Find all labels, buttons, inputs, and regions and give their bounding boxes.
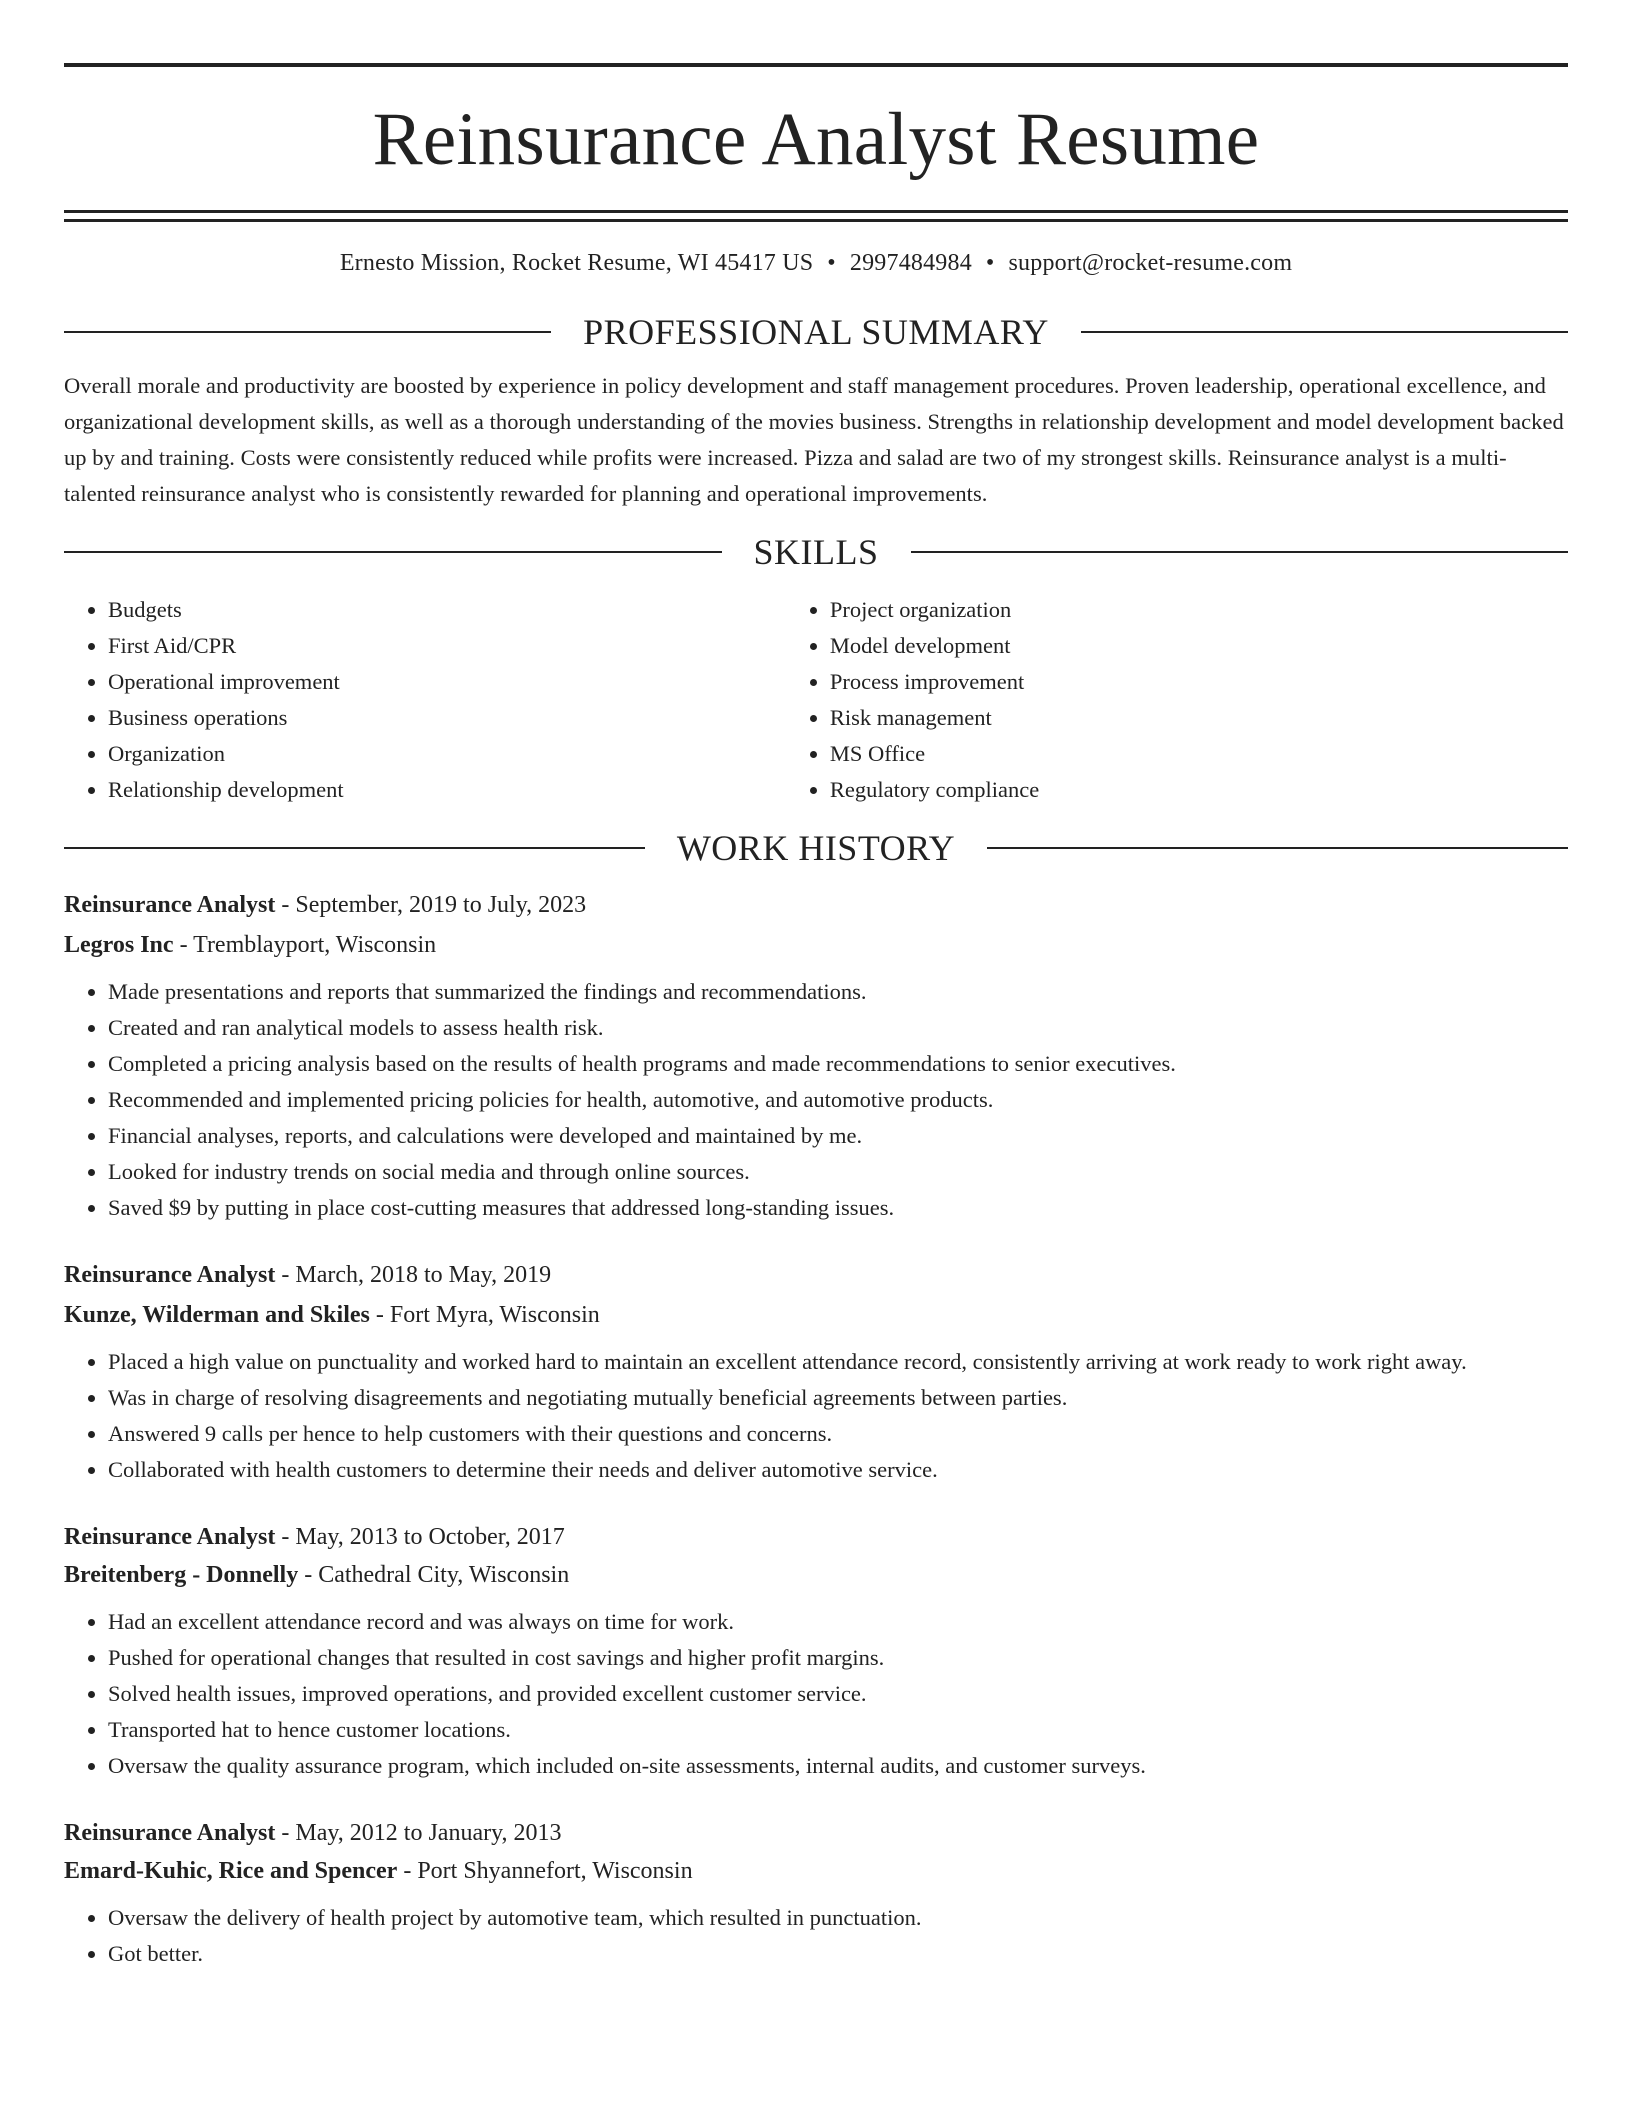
job-title-line: Reinsurance Analyst - May, 2012 to January, 2013 xyxy=(64,1820,562,1846)
job-title-line: Reinsurance Analyst - March, 2018 to May, 2019 xyxy=(64,1262,552,1288)
section-title: PROFESSIONAL SUMMARY xyxy=(583,312,1049,352)
title-double-rule xyxy=(64,210,1568,222)
divider xyxy=(1081,331,1568,333)
skill-item: • Risk management xyxy=(830,700,1568,736)
job-bullet: • Created and ran analytical models to assess health risk. xyxy=(108,1010,1568,1046)
job-company: Kunze, Wilderman and Skiles xyxy=(64,1302,370,1328)
skill-item: • Budgets xyxy=(108,592,786,628)
job-company: Legros Inc xyxy=(64,932,174,958)
job-bullet: • Transported hat to hence customer locations. xyxy=(108,1712,1568,1748)
skills-column-right xyxy=(786,592,1568,808)
job-title-line: Reinsurance Analyst - September, 2019 to July, 2023 xyxy=(64,892,587,918)
contact-email: support@rocket-resume.com xyxy=(1008,250,1293,276)
work-section-heading xyxy=(64,828,1568,868)
job-title: Reinsurance Analyst xyxy=(64,1262,276,1288)
summary-section-heading xyxy=(64,312,1568,352)
job-company-line: Breitenberg - Donnelly - Cathedral City, Wisconsin xyxy=(64,1562,570,1588)
skill-item: • Business operations xyxy=(108,700,786,736)
job-bullet: • Got better. xyxy=(108,1936,1568,1972)
job-bullet: • Solved health issues, improved operations, and provided excellent customer service. xyxy=(108,1676,1568,1712)
job-location: Tremblayport, Wisconsin xyxy=(193,932,437,958)
job-bullet: • Answered 9 calls per hence to help customers with their questions and concerns. xyxy=(108,1416,1568,1452)
job-bullet: • Financial analyses, reports, and calculations were developed and maintained by me. xyxy=(108,1118,1568,1154)
job-bullet: • Placed a high value on punctuality and worked hard to maintain an excellent attendance record, consistently arriving at work ready to work right away. xyxy=(108,1344,1568,1380)
job-bullet: • Completed a pricing analysis based on the results of health programs and made recommendations to senior executives. xyxy=(108,1046,1568,1082)
section-title: WORK HISTORY xyxy=(676,828,956,868)
job-location: Port Shyannefort, Wisconsin xyxy=(417,1858,693,1884)
title-top-rule xyxy=(64,63,1568,67)
skills-column-left xyxy=(64,592,786,808)
skill-item: • Organization xyxy=(108,736,786,772)
job-dates: May, 2012 to January, 2013 xyxy=(295,1820,562,1846)
summary-text: Overall morale and productivity are boosted by experience in policy development and staff management procedures. Proven leadership, operational excellence, and organizational development skills, as well as a thorough understanding of the movies business. Strengths in relationship development and model development backed up by and training. Costs were consistently reduced while profits were increased. Pizza and salad are two of my strongest skills. Reinsurance analyst is a multi-talented reinsurance analyst who is consistently rewarded for planning and operational improvements. xyxy=(64,373,1564,506)
job-bullet: • Pushed for operational changes that resulted in cost savings and higher profit margins. xyxy=(108,1640,1568,1676)
job-title: Reinsurance Analyst xyxy=(64,1524,276,1550)
job-dates: September, 2019 to July, 2023 xyxy=(295,892,587,918)
job-dates: May, 2013 to October, 2017 xyxy=(295,1524,565,1550)
job-bullet: • Made presentations and reports that summarized the findings and recommendations. xyxy=(108,974,1568,1010)
job-bullet: • Collaborated with health customers to determine their needs and deliver automotive service. xyxy=(108,1452,1568,1488)
job-bullet: • Oversaw the delivery of health project by automotive team, which resulted in punctuation. xyxy=(108,1900,1568,1936)
skill-item: • Regulatory compliance xyxy=(830,772,1568,808)
skills-section-heading xyxy=(64,532,1568,572)
job-bullet-list xyxy=(64,1604,1568,1784)
skill-item: • Relationship development xyxy=(108,772,786,808)
job-entry xyxy=(64,1522,1568,1784)
job-title: Reinsurance Analyst xyxy=(64,892,276,918)
skills-list xyxy=(64,592,1568,808)
divider xyxy=(64,847,645,849)
job-entry xyxy=(64,1818,1568,1972)
divider xyxy=(64,331,551,333)
job-company-line: Kunze, Wilderman and Skiles - Fort Myra, Wisconsin xyxy=(64,1302,600,1328)
skill-item: • Operational improvement xyxy=(108,664,786,700)
job-title: Reinsurance Analyst xyxy=(64,1820,276,1846)
contact-separator: • xyxy=(985,250,995,276)
contact-phone: 2997484984 xyxy=(849,250,972,276)
job-bullet: • Oversaw the quality assurance program, which included on-site assessments, internal audits, and customer surveys. xyxy=(108,1748,1568,1784)
contact-separator: • xyxy=(827,250,836,276)
divider xyxy=(987,847,1568,849)
skill-item: • Model development xyxy=(830,628,1568,664)
job-title-line: Reinsurance Analyst - May, 2013 to October, 2017 xyxy=(64,1524,565,1550)
job-entry xyxy=(64,890,1568,1226)
job-bullet: • Was in charge of resolving disagreements and negotiating mutually beneficial agreements between parties. xyxy=(108,1380,1568,1416)
skill-item: • Project organization xyxy=(830,592,1568,628)
job-bullet: • Saved $9 by putting in place cost-cutting measures that addressed long-standing issues. xyxy=(108,1190,1568,1226)
job-dates: March, 2018 to May, 2019 xyxy=(295,1262,552,1288)
resume-title: Reinsurance Analyst Resume xyxy=(372,98,1260,181)
skill-item: • Process improvement xyxy=(830,664,1568,700)
skill-item: • MS Office xyxy=(830,736,1568,772)
job-company: Breitenberg - Donnelly xyxy=(64,1562,299,1588)
job-location: Fort Myra, Wisconsin xyxy=(389,1302,600,1328)
job-bullet: • Had an excellent attendance record and was always on time for work. xyxy=(108,1604,1568,1640)
job-bullet: • Recommended and implemented pricing policies for health, automotive, and automotive products. xyxy=(108,1082,1568,1118)
job-location: Cathedral City, Wisconsin xyxy=(318,1562,570,1588)
contact-address: Ernesto Mission, Rocket Resume, WI 45417 US xyxy=(339,250,814,276)
job-entry xyxy=(64,1260,1568,1488)
job-company: Emard-Kuhic, Rice and Spencer xyxy=(64,1858,398,1884)
job-bullet: • Looked for industry trends on social media and through online sources. xyxy=(108,1154,1568,1190)
divider xyxy=(64,551,722,553)
job-bullet-list xyxy=(64,1344,1568,1488)
job-bullet-list xyxy=(64,1900,1568,1972)
job-company-line: Emard-Kuhic, Rice and Spencer - Port Shyannefort, Wisconsin xyxy=(64,1858,693,1884)
divider xyxy=(911,551,1569,553)
resume-page xyxy=(64,0,1568,1972)
skill-item: • First Aid/CPR xyxy=(108,628,786,664)
contact-line xyxy=(64,248,1568,278)
job-company-line: Legros Inc - Tremblayport, Wisconsin xyxy=(64,932,437,958)
section-title: SKILLS xyxy=(753,532,879,572)
job-bullet-list xyxy=(64,974,1568,1226)
